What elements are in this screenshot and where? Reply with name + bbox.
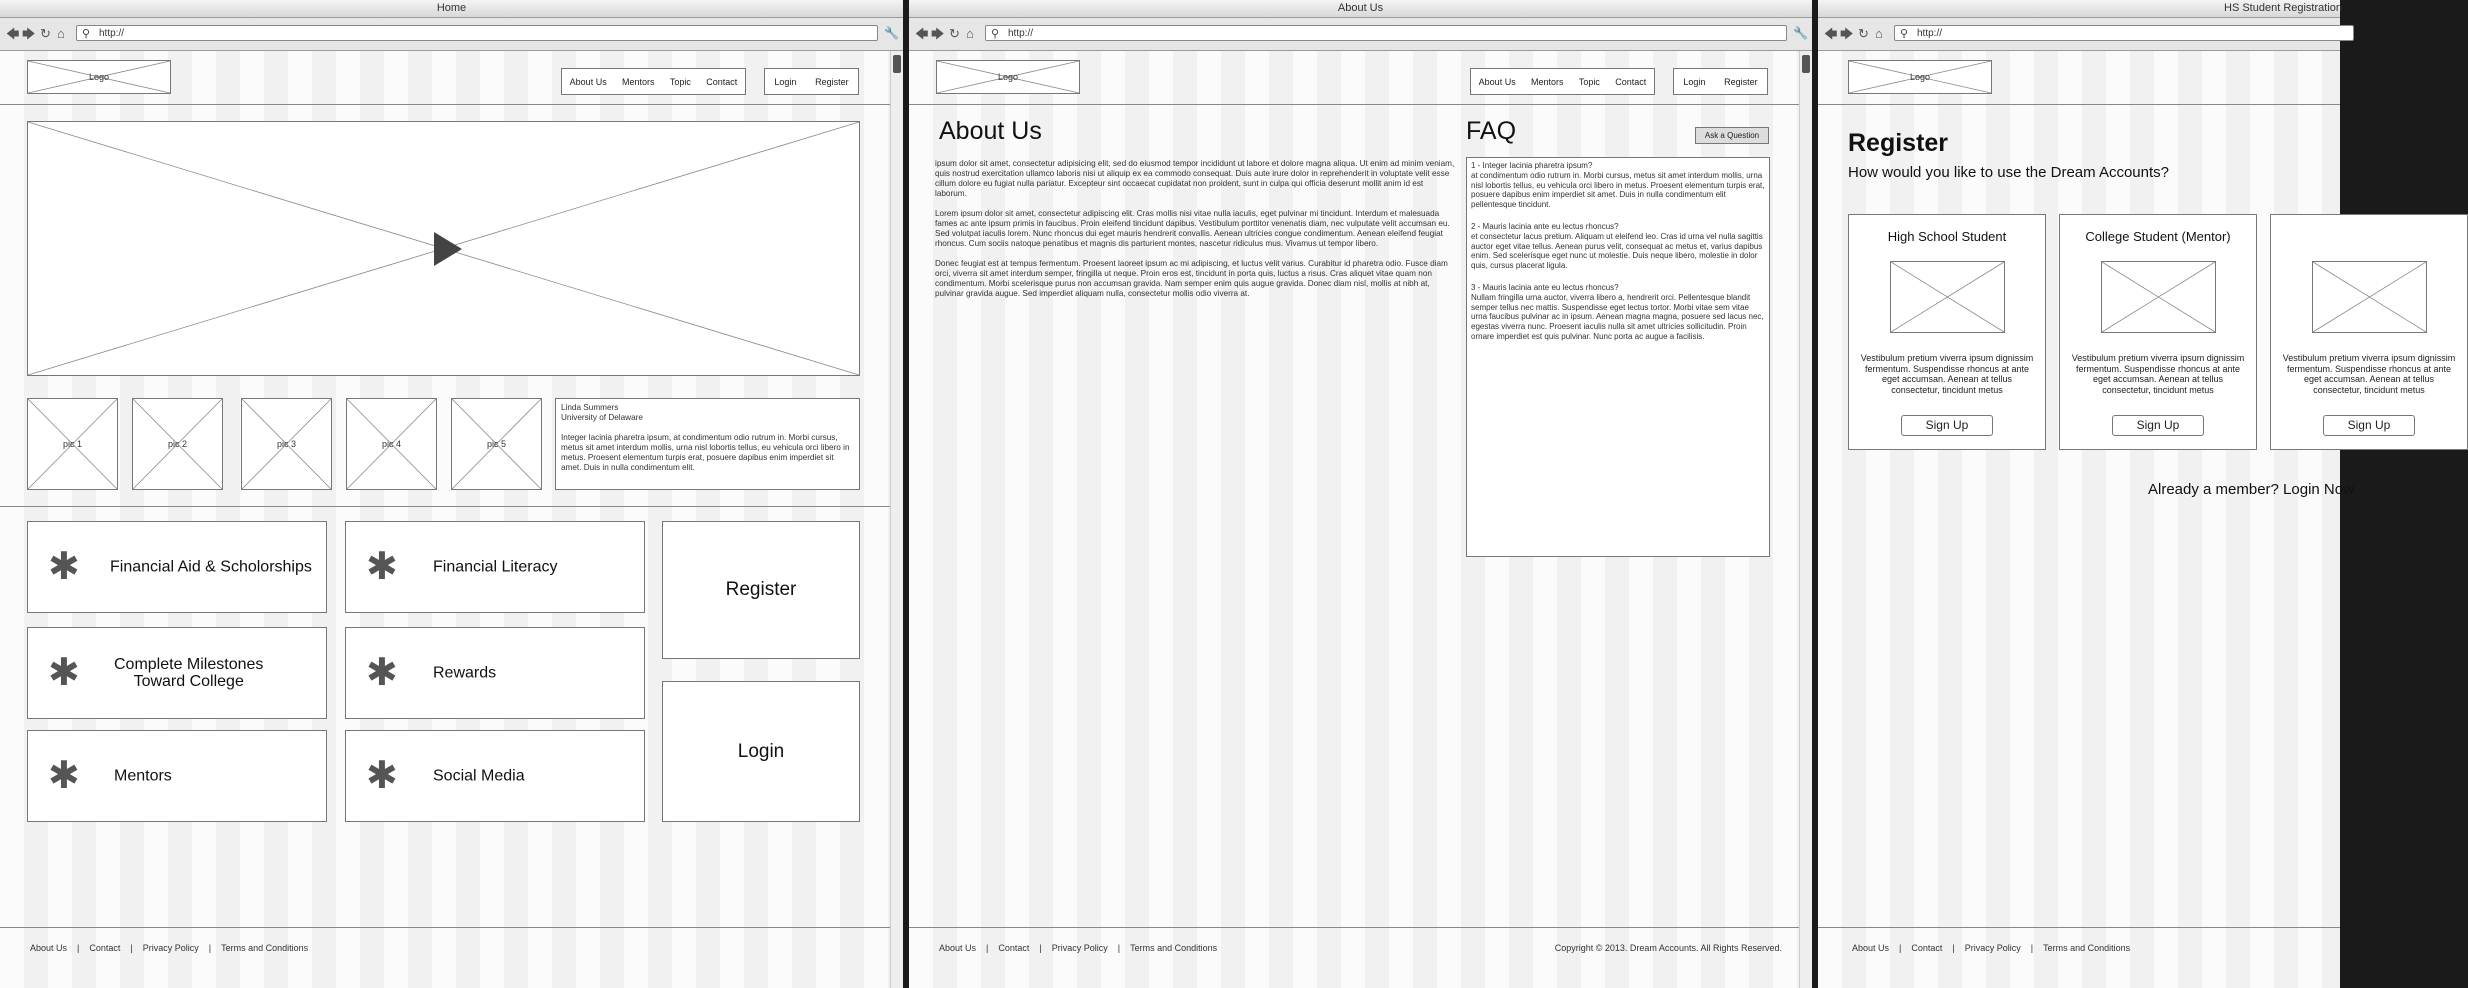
photo-label: pic 1 — [62, 439, 82, 449]
url-text: http:// — [1917, 28, 1943, 39]
url-text: http:// — [1008, 28, 1034, 39]
footer-links — [935, 943, 1222, 953]
address-bar[interactable] — [985, 25, 1787, 41]
home-icon[interactable]: ⌂ — [57, 26, 65, 41]
reload-icon[interactable]: ↻ — [40, 26, 51, 41]
photo-label: pic 2 — [167, 439, 187, 449]
home-icon[interactable]: ⌂ — [966, 26, 974, 41]
tile-mentors[interactable] — [27, 730, 327, 822]
tile-label: Financial Aid & Scholorships — [110, 558, 312, 576]
nav-register-link[interactable]: Register — [1724, 76, 1758, 87]
footer-privacy-link[interactable]: Privacy Policy — [142, 943, 199, 953]
back-icon[interactable]: 🡄 — [915, 26, 929, 41]
testimonial-name: Linda Summers — [561, 403, 619, 412]
tile-label: Social Media — [433, 767, 525, 785]
faq-answer: Nullam fringilla urna auctor, viverra libero a, hendrerit orci. Pellentesque blandit semper tellus nec mattis. Suspendisse eget lectus tortor. Morbi vitae sem vitae urna faucibus pulvinar ac in ipsum. Aenean magna magna, posuere sed lacus nec, egestas viverra nunc. Proesent iaculis nulla sit amet ultricies sollicitudin. Proin ornare imperdiet est quis pulvinar. Nunc porta ac augue a facilisis. — [1471, 292, 1764, 341]
tile-milestones[interactable] — [27, 627, 327, 719]
address-bar[interactable] — [1894, 25, 2354, 41]
address-bar[interactable] — [76, 25, 878, 41]
reload-icon[interactable]: ↻ — [949, 26, 960, 41]
faq-title: FAQ — [1466, 117, 1517, 145]
browser-toolbar — [0, 18, 903, 51]
footer-about-link[interactable]: About Us — [30, 943, 68, 953]
card-description: Vestibulum pretium viverra ipsum dignissim fermentum. Suspendisse rhoncus at ante eget accumsan. Aenean at tellus consectetur, tincidunt metus — [2282, 353, 2456, 395]
forward-icon[interactable]: 🡆 — [22, 26, 36, 41]
photo-label: pic 5 — [486, 439, 506, 449]
footer-contact-link[interactable]: Contact — [1911, 943, 1943, 953]
footer-links — [26, 943, 313, 953]
footer-contact-link[interactable]: Contact — [998, 943, 1030, 953]
tile-label: Complete Milestones Toward College — [114, 656, 264, 690]
footer-terms-link[interactable]: Terms and Conditions — [2043, 943, 2131, 953]
search-icon: ⚲ — [1900, 28, 1909, 40]
faq-question: 1 - Integer lacinia pharetra ipsum? — [1471, 161, 1593, 170]
card-image — [2312, 261, 2427, 333]
footer-privacy-link[interactable]: Privacy Policy — [1051, 943, 1108, 953]
footer-contact-link[interactable]: Contact — [89, 943, 121, 953]
auth-nav — [1673, 68, 1768, 95]
wrench-icon[interactable]: 🔧 — [1793, 26, 1808, 40]
card-description: Vestibulum pretium viverra ipsum dignissim fermentum. Suspendisse rhoncus at ante eget accumsan. Aenean at tellus consectetur, tincidunt metus — [2071, 353, 2245, 395]
testimonial-text: Integer lacinia pharetra ipsum, at condimentum odio rutrum in. Morbi cursus, metus sit amet interdum mollis, urna nisl lobortis tellus, eu vehicula orci libero in metus. Proesent elementum turpis erat, posuere dapibus enim imperdiet sit amet. Duis in nulla condimentum elit. — [561, 433, 850, 472]
faq-answer: at condimentum odio rutrum in. Morbi cursus, metus sit amet interdum mollis, urna nisl lobortis tellus, eu vehicula orci libero in metus. Proesent elementum turpis erat, posuere dapibus enim imperdiet sit amet. Duis in nulla condimentum elit pellentesque tincidunt. — [1471, 170, 1765, 210]
url-text: http:// — [99, 28, 125, 39]
footer-divider — [0, 927, 891, 928]
separator: | — [130, 943, 133, 953]
photo-thumbnail[interactable] — [241, 398, 332, 490]
logo-label: Logo — [1909, 72, 1931, 82]
footer-about-link[interactable]: About Us — [1852, 943, 1890, 953]
browser-window-about — [909, 0, 1812, 988]
tile-label: Financial Literacy — [433, 558, 558, 576]
footer-links — [1848, 943, 2135, 953]
tile-label: Mentors — [114, 767, 172, 785]
tile-financial-literacy[interactable] — [345, 521, 645, 613]
header-divider — [1818, 104, 2340, 105]
footer-terms-link[interactable]: Terms and Conditions — [1130, 943, 1218, 953]
main-nav — [1470, 68, 1655, 95]
auth-nav — [764, 68, 859, 95]
photo-thumbnail[interactable] — [132, 398, 223, 490]
separator: | — [1899, 943, 1902, 953]
card-title: High School Student — [1887, 229, 2007, 244]
testimonial-school: University of Delaware — [561, 413, 643, 422]
logo[interactable] — [27, 60, 171, 94]
browser-window-home — [0, 0, 903, 988]
separator: | — [77, 943, 80, 953]
separator: | — [1952, 943, 1955, 953]
window-title-text: HS Student Registration — [2224, 2, 2343, 14]
testimonial-card — [555, 398, 860, 490]
search-icon: ⚲ — [82, 28, 91, 40]
nav-topic-link[interactable]: Topic — [1578, 76, 1600, 87]
window-title — [1818, 0, 2343, 18]
page-viewport — [1818, 51, 2456, 988]
vertical-scrollbar[interactable] — [1799, 51, 1812, 988]
forward-icon[interactable]: 🡆 — [931, 26, 945, 41]
about-paragraph: Donec feugiat est at tempus fermentum. Proesent laoreet ipsum ac mi adipiscing, et luctus velit varius. Curabitur id pharetra odio. Fusce diam orci, viverra sit amet interdum semper, fringilla ut neque. Proin eros est, tincidunt in porta quis, luctus a risus. Cras aliquet vitae quam non condimentum. Morbi scelerisque purus non accumsan gravida. Nam semper enim quis augue gravida. Donec diam nisl, mollis at nibh at, pulvinar gravida augue. Sed imperdiet aliquam nulla, consectetur mollis odio viverra at. — [935, 259, 1448, 298]
asterisk-icon: ✱ — [366, 755, 398, 797]
sign-up-button[interactable]: Sign Up — [1901, 415, 1993, 436]
forward-icon[interactable]: 🡆 — [1840, 26, 1854, 41]
nav-mentors-link[interactable]: Mentors — [622, 76, 655, 87]
scrollbar-thumb[interactable] — [893, 55, 901, 73]
page-subtitle: How would you like to use the Dream Accounts? — [1848, 164, 2169, 181]
nav-about-link[interactable]: About Us — [569, 76, 607, 87]
register-button[interactable]: Register — [662, 521, 860, 659]
third-option-card[interactable] — [2270, 214, 2468, 450]
asterisk-icon: ✱ — [48, 652, 80, 694]
page-title: Register — [1848, 129, 1949, 157]
page-title: About Us — [939, 117, 1042, 145]
ask-question-button[interactable]: Ask a Question — [1695, 127, 1769, 144]
scrollbar-thumb[interactable] — [1802, 55, 1810, 73]
browser-toolbar — [1818, 18, 2340, 51]
photo-thumbnail[interactable] — [451, 398, 542, 490]
faq-answer: et consectetur lacus pretium. Aliquam ut eleifend leo. Cras id urna vel nulla sagittis auctor eget vitae tellus. Aenean purus velit, consequat ac metus et, varius dapibus enim. Sed scelerisque eget nunc ut molestie. Duis neque libero, molestie in dolor quis, cursus placerat ligula. — [1471, 231, 1763, 271]
faq-question: 2 - Mauris lacinia ante eu lectus rhoncus? — [1471, 221, 1619, 231]
nav-contact-link[interactable]: Contact — [1615, 76, 1647, 87]
nav-login-link[interactable]: Login — [774, 76, 797, 87]
logo-label: Logo — [997, 72, 1019, 82]
high-school-card[interactable] — [1848, 214, 2046, 450]
card-image — [1890, 261, 2005, 333]
wrench-icon[interactable]: 🔧 — [884, 26, 899, 40]
reload-icon[interactable]: ↻ — [1858, 26, 1869, 41]
about-paragraph: Lorem ipsum dolor sit amet, consectetur adipiscing elit. Cras mollis nisi vitae nulla iaculis, eget pulvinar mi tincidunt. Interdum et malesuada fames ac ante ipsum primis in faucibus. Proin eleifend tincidunt dapibus. Vestibulum porttitor venenatis diam, nec vulputate velit accumsan eu. Sed volutpat iaculis lorem. Nunc rhoncus dui eget mauris hendrerit convallis. Aenean ultricies congue condimentum. Aenean eleifend feugiat rhoncus. Cum sociis natoque penatibus et magnis dis parturient montes, nascetur ridiculus mus. Vivamus ut tempor libero. — [935, 209, 1450, 248]
footer-divider — [1818, 927, 2340, 928]
login-button[interactable]: Login — [662, 681, 860, 822]
logo[interactable] — [936, 60, 1080, 94]
footer-privacy-link[interactable]: Privacy Policy — [1964, 943, 2021, 953]
login-prompt[interactable]: Already a member? Login Now — [2148, 481, 2354, 498]
section-divider — [0, 506, 891, 507]
about-body — [935, 159, 1455, 309]
card-image — [2101, 261, 2216, 333]
nav-about-link[interactable]: About Us — [1478, 76, 1516, 87]
play-icon[interactable] — [434, 232, 462, 266]
sign-up-button[interactable]: Sign Up — [2112, 415, 2204, 436]
home-icon[interactable]: ⌂ — [1875, 26, 1883, 41]
faq-panel — [1466, 157, 1770, 557]
asterisk-icon: ✱ — [48, 546, 80, 588]
copyright: Copyright © 2013. Dream Accounts. All Rights Reserved. — [1554, 943, 1782, 953]
sign-up-button[interactable]: Sign Up — [2323, 415, 2415, 436]
about-paragraph: ipsum dolor sit amet, consectetur adipisicing elit, sed do eiusmod tempor incididunt ut labore et dolore magna aliqua. Ut enim ad minim veniam, quis nostrud exercitation ullamco laboris nisi ut aliquip ex ea commodo consequat. Duis aute irure dolor in reprehenderit in voluptate velit esse cillum dolore eu fugiat nulla pariatur. Excepteur sint occaecat cupidatat non proident, sunt in culpa qui officia deserunt mollit anim id est laborum. — [935, 159, 1455, 198]
vertical-scrollbar[interactable] — [890, 51, 903, 988]
college-student-card[interactable] — [2059, 214, 2257, 450]
page-viewport — [909, 51, 1812, 988]
asterisk-icon: ✱ — [366, 546, 398, 588]
window-title: Home — [0, 0, 903, 18]
nav-mentors-link[interactable]: Mentors — [1531, 76, 1564, 87]
footer-about-link[interactable]: About Us — [939, 943, 977, 953]
asterisk-icon: ✱ — [48, 755, 80, 797]
main-nav — [561, 68, 746, 95]
footer-divider — [909, 927, 1800, 928]
separator: | — [986, 943, 989, 953]
page-viewport — [0, 51, 903, 988]
nav-contact-link[interactable]: Contact — [706, 76, 738, 87]
search-icon: ⚲ — [991, 28, 1000, 40]
browser-toolbar — [909, 18, 1812, 51]
nav-login-link[interactable]: Login — [1683, 76, 1706, 87]
back-icon[interactable]: 🡄 — [1824, 26, 1838, 41]
logo-label: Logo — [88, 72, 110, 82]
asterisk-icon: ✱ — [366, 652, 398, 694]
footer-terms-link[interactable]: Terms and Conditions — [221, 943, 309, 953]
card-description: Vestibulum pretium viverra ipsum dignissim fermentum. Suspendisse rhoncus at ante eget accumsan. Aenean at tellus consectetur, tincidunt metus — [1860, 353, 2034, 395]
separator: | — [1039, 943, 1042, 953]
logo[interactable] — [1848, 60, 1992, 94]
browser-window-register — [1818, 0, 2456, 988]
photo-thumbnail[interactable] — [27, 398, 118, 490]
card-title: College Student (Mentor) — [2085, 229, 2231, 244]
photo-label: pic 3 — [276, 439, 296, 449]
tile-financial-aid[interactable] — [27, 521, 327, 613]
nav-topic-link[interactable]: Topic — [669, 76, 691, 87]
tile-rewards[interactable] — [345, 627, 645, 719]
faq-question: 3 - Mauris lacinia ante eu lectus rhoncus? — [1471, 282, 1619, 292]
back-icon[interactable]: 🡄 — [6, 26, 20, 41]
photo-label: pic 4 — [381, 439, 401, 449]
photo-thumbnail[interactable] — [346, 398, 437, 490]
window-title: About Us — [909, 0, 1812, 18]
nav-register-link[interactable]: Register — [815, 76, 849, 87]
video-player[interactable] — [27, 121, 860, 376]
tile-label: Rewards — [433, 664, 497, 682]
tile-social-media[interactable] — [345, 730, 645, 822]
header-divider — [0, 104, 891, 105]
separator: | — [208, 943, 212, 953]
separator: | — [1117, 943, 1121, 953]
separator: | — [2030, 943, 2034, 953]
header-divider — [909, 104, 1800, 105]
